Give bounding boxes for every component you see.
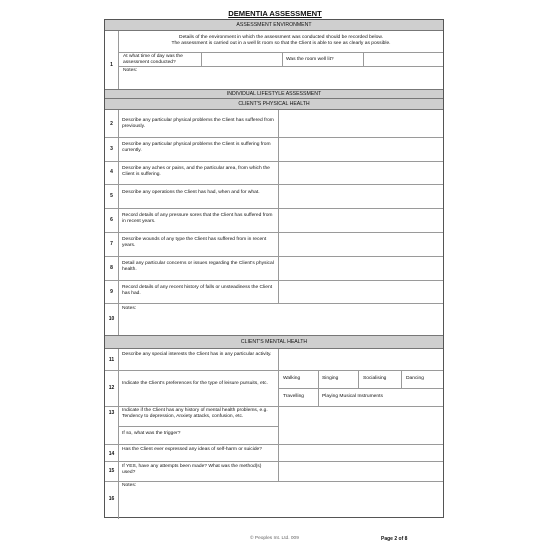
- physical-question-2: Describe any particular physical problems the Client has suffered from previously.: [122, 118, 274, 129]
- environment-intro-line-1: Details of the environment in which the assessment was conducted should be recorded below.: [179, 35, 383, 40]
- physical-question-3: Describe any particular physical problems the Client is suffering from currently.: [122, 142, 271, 153]
- trigger-question: If so, what was the trigger?: [122, 431, 181, 436]
- physical-answer-column-divider: [278, 110, 279, 303]
- environment-intro-line-2: The assessment is carried out in a well lit room so that the Client is able to see as clearly as possible.: [171, 41, 391, 46]
- mental-number-column-divider: [118, 349, 119, 519]
- environment-notes-label: Notes:: [123, 68, 138, 73]
- leisure-preferences-question: Indicate the Client's preferences for the type of leisure pursuits, etc.: [122, 381, 268, 386]
- row-number-14: 14: [108, 451, 115, 457]
- option-socialising: Socialising: [363, 376, 387, 381]
- row-number-3: 3: [110, 146, 113, 152]
- row-number-6: 6: [110, 217, 113, 223]
- self-harm-question: Has the Client ever expressed any ideas of self-harm or suicide?: [122, 447, 262, 452]
- document-title: DEMENTIA ASSESSMENT: [228, 9, 322, 18]
- row-number-9: 9: [110, 289, 113, 295]
- physical-question-9: Record details of any recent history of falls or unsteadiness the Client has had.: [122, 285, 273, 296]
- time-of-day-question: At what time of day was the assessment conducted?: [123, 54, 183, 65]
- room-well-lit-question: Was the room well lit?: [286, 57, 334, 62]
- row-number-10: 10: [108, 316, 115, 322]
- mental-notes-label: Notes:: [122, 483, 137, 488]
- physical-number-column-divider: [118, 110, 119, 335]
- page-number: Page 2 of 8: [381, 536, 408, 542]
- assessment-form: [104, 19, 444, 518]
- physical-question-4: Describe any aches or pains, and the particular area, from which the Client is suffering.: [122, 166, 270, 177]
- row-number-16: 16: [108, 496, 115, 502]
- individual-lifestyle-header: INDIVIDUAL LIFESTYLE ASSESSMENT: [105, 89, 443, 99]
- assessment-environment-header: ASSESSMENT ENVIRONMENT: [105, 20, 443, 31]
- row-number-12: 12: [108, 385, 115, 391]
- physical-question-5: Describe any operations the Client has had, when and for what.: [122, 190, 260, 195]
- row-number-5: 5: [110, 193, 113, 199]
- physical-notes-label: Notes:: [122, 306, 137, 311]
- row-number-15: 15: [108, 468, 115, 474]
- option-playing-musical-instruments: Playing Musical Instruments: [322, 394, 383, 399]
- row-number-2: 2: [110, 121, 113, 127]
- mental-health-header: CLIENT'S MENTAL HEALTH: [105, 335, 443, 349]
- row-number-1: 1: [110, 62, 113, 68]
- row-number-8: 8: [110, 265, 113, 271]
- special-interests-question: Describe any special interests the Client has in any particular activity.: [122, 352, 272, 357]
- option-walking: Walking: [283, 376, 301, 381]
- copyright-footer: © Peoples Int. Ltd. 009: [250, 536, 299, 541]
- row-number-7: 7: [110, 241, 113, 247]
- option-travelling: Travelling: [283, 394, 305, 399]
- option-singing: Singing: [322, 376, 339, 381]
- option-dancing: Dancing: [406, 376, 424, 381]
- number-column-divider: [118, 31, 119, 89]
- mental-history-question: Indicate if the Client has any history of mental health problems, e.g. Tendency to depression, Anxiety attacks, confusion, etc.: [122, 408, 268, 419]
- physical-question-7: Describe wounds of any type the Client has suffered from in recent years.: [122, 237, 267, 248]
- physical-question-8: Detail any particular concerns or issues regarding the Client's physical health.: [122, 261, 274, 272]
- physical-health-header: CLIENT'S PHYSICAL HEALTH: [105, 99, 443, 110]
- physical-question-6: Record details of any pressure sores that the Client has suffered from in recent years.: [122, 213, 273, 224]
- attempts-question: If YES, have any attempts been made? What was the method(s) used?: [122, 464, 262, 475]
- row-number-11: 11: [108, 357, 115, 363]
- row-number-13: 13: [108, 410, 115, 416]
- row-number-4: 4: [110, 169, 113, 175]
